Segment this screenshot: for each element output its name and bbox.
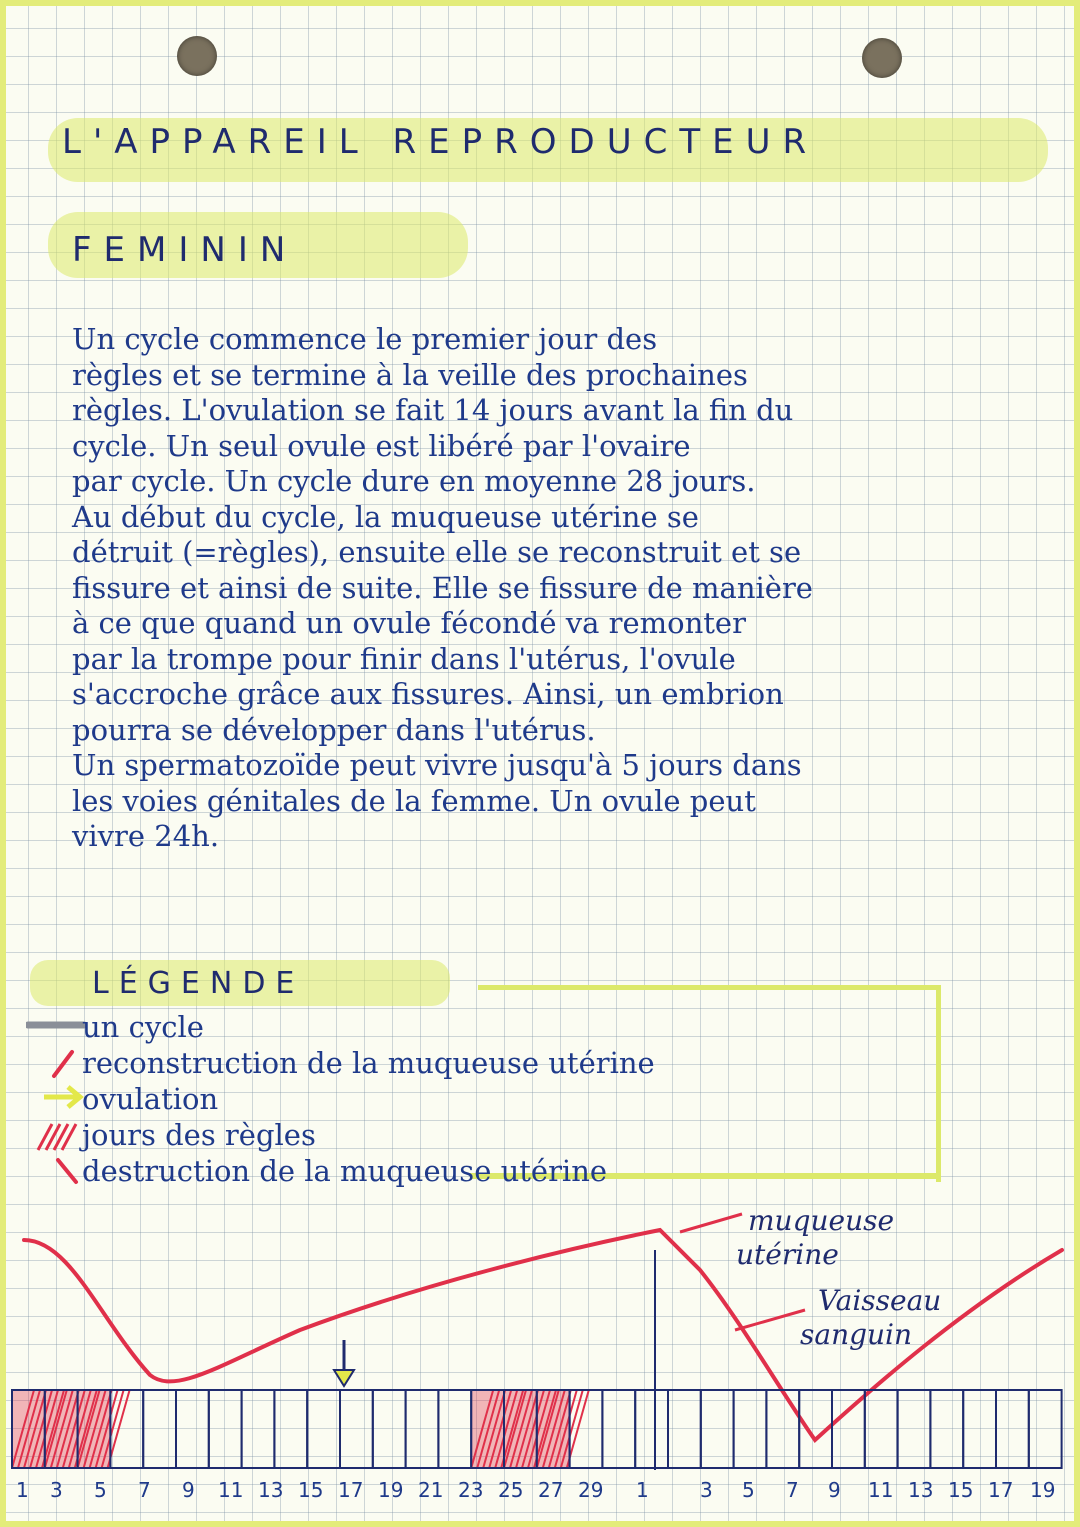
annotation-sanguin: sanguin [800, 1318, 913, 1351]
day-label: 13 [908, 1478, 934, 1502]
day-label: 1 [16, 1478, 29, 1502]
annotation-pointer-vaisseau [735, 1310, 805, 1330]
timeline-box [242, 1390, 275, 1468]
timeline-box [143, 1390, 176, 1468]
paragraph-line: Un cycle commence le premier jour des [72, 322, 658, 356]
punch-hole-right [862, 38, 902, 78]
day-label: 7 [786, 1478, 799, 1502]
timeline-box [307, 1390, 340, 1468]
timeline-boxes [12, 1390, 1062, 1468]
legend-item-destruction: destruction de la muqueuse utérine [82, 1154, 608, 1188]
day-label: 27 [538, 1478, 564, 1502]
day-label: 15 [948, 1478, 974, 1502]
paragraph-line: règles. L'ovulation se fait 14 jours avant la fin du [72, 393, 794, 427]
day-label: 1 [636, 1478, 649, 1502]
day-label: 21 [418, 1478, 444, 1502]
paragraph-line: Au début du cycle, la muqueuse utérine se [72, 499, 699, 534]
timeline-box [996, 1390, 1029, 1468]
arrow-icon [40, 1082, 86, 1112]
paragraph-line: règles et se termine à la veille des prochaines [72, 357, 748, 392]
timeline-box [209, 1390, 242, 1468]
red-backslash-icon [52, 1156, 82, 1186]
timeline-box [602, 1390, 635, 1468]
red-slash-icon [48, 1048, 78, 1080]
day-label: 15 [298, 1478, 324, 1502]
timeline-box [406, 1390, 439, 1468]
timeline-box [898, 1390, 931, 1468]
day-label: 3 [700, 1478, 713, 1502]
legend-item-reconstruction: reconstruction de la muqueuse utérine [82, 1046, 655, 1080]
day-label: 11 [218, 1478, 244, 1502]
paragraph-line: Un spermatozoïde peut vivre jusqu'à 5 jours dans [72, 748, 802, 782]
timeline-box [373, 1390, 406, 1468]
cycle-diagram [0, 1190, 1080, 1480]
grey-dash-icon [26, 1018, 86, 1032]
day-label: 11 [868, 1478, 894, 1502]
paragraph-line: s'accroche grâce aux fissures. Ainsi, un embrion [72, 677, 784, 711]
punch-hole-left [177, 36, 217, 76]
timeline-box [701, 1390, 734, 1468]
day-label: 9 [182, 1478, 195, 1502]
timeline-box [274, 1390, 307, 1468]
timeline-box [176, 1390, 209, 1468]
day-label: 7 [138, 1478, 151, 1502]
hatch-icon [36, 1122, 84, 1152]
legend-item-period-days: jours des règles [82, 1118, 316, 1152]
paragraph-line: fissure et ainsi de suite. Elle se fissure de manière [72, 570, 813, 605]
timeline-box [865, 1390, 898, 1468]
paragraph-line: cycle. Un seul ovule est libéré par l'ovaire [72, 428, 691, 463]
paragraph-line: par cycle. Un cycle dure en moyenne 28 jours. [72, 464, 756, 498]
body-paragraph [72, 322, 1047, 855]
day-label: 3 [50, 1478, 63, 1502]
page-title-line-2: FEMININ [72, 230, 298, 270]
timeline-box [668, 1390, 701, 1468]
annotation-vaisseau: Vaisseau [818, 1284, 942, 1317]
day-label: 5 [742, 1478, 755, 1502]
timeline-box [930, 1390, 963, 1468]
day-label: 5 [94, 1478, 107, 1502]
day-label: 29 [578, 1478, 604, 1502]
timeline-box [766, 1390, 799, 1468]
paragraph-line: les voies génitales de la femme. Un ovule peut [72, 783, 756, 818]
timeline-box [635, 1390, 668, 1468]
legend-box [478, 985, 941, 1182]
timeline-box [1029, 1390, 1062, 1468]
paragraph-line: par la trompe pour finir dans l'utérus, l'ovule [72, 641, 736, 676]
legend-title: LÉGENDE [92, 966, 305, 1001]
day-label: 23 [458, 1478, 484, 1502]
paragraph-line: à ce que quand un ovule fécondé va remonter [72, 606, 746, 640]
paragraph-line: vivre 24h. [72, 819, 220, 853]
day-label: 19 [1030, 1478, 1056, 1502]
day-labels-row [0, 1478, 1080, 1518]
paragraph-line: détruit (=règles), ensuite elle se reconstruit et se [72, 535, 802, 569]
day-label: 25 [498, 1478, 524, 1502]
page-title-line-1: L'APPAREIL REPRODUCTEUR [62, 122, 819, 162]
day-label: 19 [378, 1478, 404, 1502]
timeline-box [963, 1390, 996, 1468]
day-label: 17 [988, 1478, 1014, 1502]
timeline-box [438, 1390, 471, 1468]
legend-item-ovulation: ovulation [82, 1082, 219, 1116]
legend-item-cycle: un cycle [82, 1010, 204, 1044]
day-label: 17 [338, 1478, 364, 1502]
timeline-box [734, 1390, 767, 1468]
paragraph-line: pourra se développer dans l'utérus. [72, 712, 596, 747]
annotation-muqueuse: muqueuse [748, 1204, 895, 1237]
ovulation-arrow [334, 1340, 354, 1386]
day-label: 9 [828, 1478, 841, 1502]
annotation-uterine: utérine [736, 1238, 839, 1271]
day-label: 13 [258, 1478, 284, 1502]
annotation-pointer-muqueuse [680, 1214, 742, 1232]
timeline-box [340, 1390, 373, 1468]
